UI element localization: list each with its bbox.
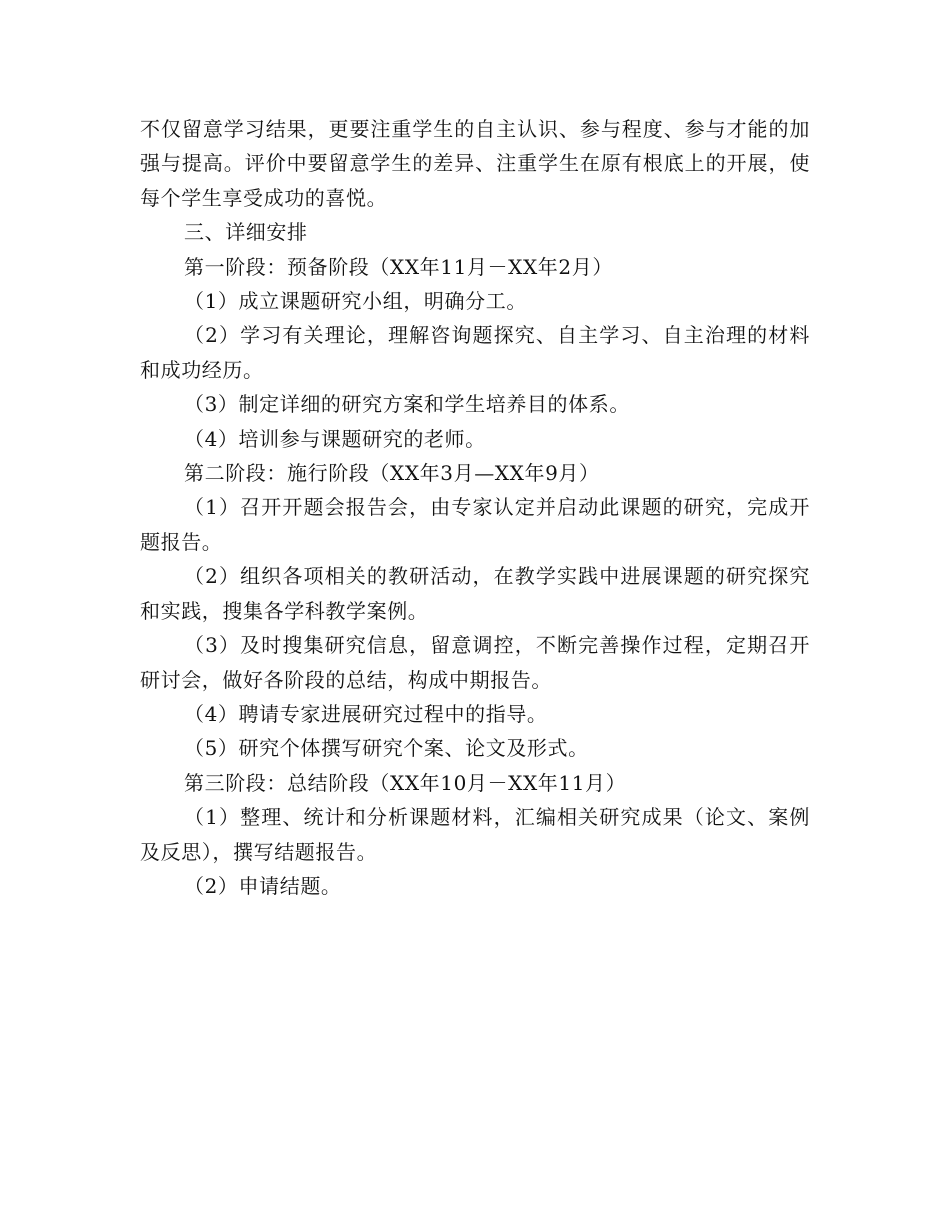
document-body bbox=[140, 112, 810, 903]
list-item: （1）召开开题会报告会，由专家认定并启动此课题的研究，完成开题报告。 bbox=[140, 495, 810, 554]
list-item: （1）整理、统计和分析课题材料，汇编相关研究成果（论文、案例及反思），撰写结题报告。 bbox=[140, 805, 810, 864]
list-item: （5）研究个体撰写研究个案、论文及形式。 bbox=[184, 736, 589, 761]
stage-heading-1: 第一阶段：预备阶段（XX年11月－XX年2月） bbox=[184, 254, 613, 279]
list-item: （3）及时搜集研究信息，留意调控，不断完善操作过程，定期召开研讨会，做好各阶段的总结，构成中期报告。 bbox=[140, 633, 810, 692]
list-item: （4）培训参与课题研究的老师。 bbox=[184, 426, 486, 451]
stage-heading-2: 第二阶段：施行阶段（XX年3月—XX年9月） bbox=[184, 461, 600, 486]
list-item: （3）制定详细的研究方案和学生培养目的体系。 bbox=[184, 392, 630, 417]
section-heading-arrangement: 三、详细安排 bbox=[184, 220, 308, 245]
paragraph-continuation: 不仅留意学习结果，更要注重学生的自主认识、参与程度、参与才能的加强与提高。评价中要留意学生的差异、注重学生在原有根底上的开展，使每个学生享受成功的喜悦。 bbox=[140, 117, 810, 210]
list-item: （2）学习有关理论，理解咨询题探究、自主学习、自主治理的材料和成功经历。 bbox=[140, 323, 810, 382]
list-item: （2）组织各项相关的教研活动，在教学实践中进展课题的研究探究和实践，搜集各学科教学案例。 bbox=[140, 564, 810, 623]
stage-heading-3: 第三阶段：总结阶段（XX年10月－XX年11月） bbox=[184, 770, 627, 795]
list-item: （1）成立课题研究小组，明确分工。 bbox=[184, 289, 527, 314]
list-item: （4）聘请专家进展研究过程中的指导。 bbox=[184, 701, 548, 726]
list-item: （2）申请结题。 bbox=[184, 873, 342, 898]
